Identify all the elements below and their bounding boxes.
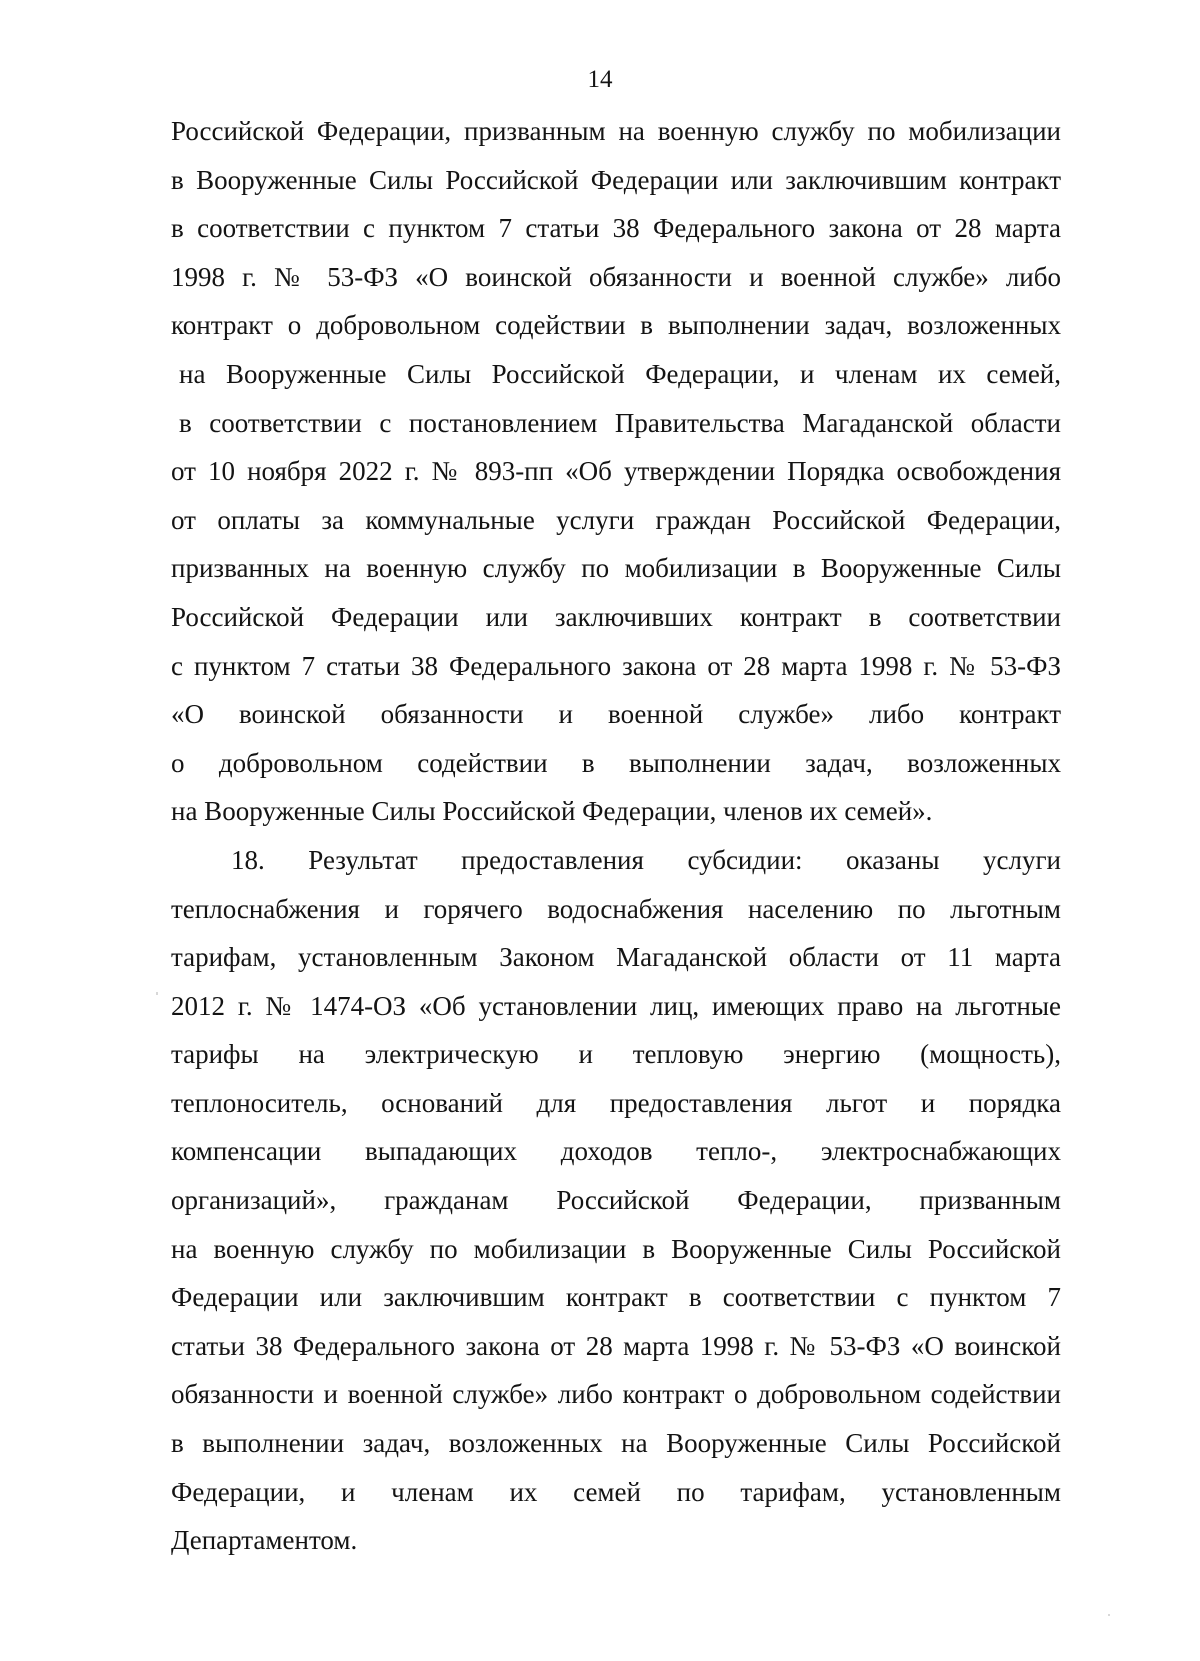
text-line: на военную службу по мобилизации в Вооруженные Силы Российской <box>171 1233 1061 1264</box>
text-line: в соответствии с пунктом 7 статьи 38 Федерального закона от 28 марта <box>171 213 1061 244</box>
scan-speck <box>1108 1614 1110 1616</box>
text-line: компенсации выпадающих доходов тепло-, электроснабжающих <box>171 1136 1061 1167</box>
text-line: теплоснабжения и горячего водоснабжения населению по льготным <box>171 893 1061 924</box>
text-line: на Вооруженные Силы Российской Федерации, и членам их семей, <box>179 358 1061 389</box>
text-line: организаций», гражданам Российской Федерации, призванным <box>171 1185 1061 1216</box>
text-line: теплоноситель, оснований для предоставления льгот и порядка <box>171 1087 1061 1118</box>
text-line: Департаментом. <box>171 1525 358 1556</box>
text-line: контракт о добровольном содействии в выполнении задач, возложенных <box>171 310 1061 341</box>
text-line: Российской Федерации или заключивших контракт в соответствии <box>171 601 1061 632</box>
text-line: Федерации или заключившим контракт в соответствии с пунктом 7 <box>171 1282 1061 1313</box>
document-body <box>171 107 1061 1565</box>
text-line: в соответствии с постановлением Правительства Магаданской области <box>179 407 1061 438</box>
text-line: «О воинской обязанности и военной службе» либо контракт <box>171 699 1061 730</box>
text-line: 1998 г. № 53-ФЗ «О воинской обязанности и военной службе» либо <box>171 261 1061 292</box>
text-line: Российской Федерации, призванным на военную службу по мобилизации <box>171 116 1061 146</box>
text-line: от 10 ноября 2022 г. № 893-пп «Об утверждении Порядка освобождения <box>171 456 1061 487</box>
page-number: 14 <box>587 66 613 93</box>
text-line: статьи 38 Федерального закона от 28 марта 1998 г. № 53-ФЗ «О воинской <box>171 1330 1061 1361</box>
text-line: на Вооруженные Силы Российской Федерации, членов их семей». <box>171 796 933 827</box>
text-line: тарифам, установленным Законом Магаданской области от 11 марта <box>171 942 1061 973</box>
text-line: с пунктом 7 статьи 38 Федерального закона от 28 марта 1998 г. № 53-ФЗ <box>171 650 1061 681</box>
text-line: 2012 г. № 1474-ОЗ «Об установлении лиц, имеющих право на льготные <box>171 990 1061 1021</box>
paragraph-18-start: 18. Результат предоставления субсидии: оказаны услуги <box>231 844 1061 875</box>
text-line: призванных на военную службу по мобилизации в Вооруженные Силы <box>171 553 1061 584</box>
text-line: в Вооруженные Силы Российской Федерации или заключившим контракт <box>171 164 1061 195</box>
text-line: в выполнении задач, возложенных на Вооруженные Силы Российской <box>171 1428 1061 1459</box>
text-line: от оплаты за коммунальные услуги граждан Российской Федерации, <box>171 504 1061 535</box>
text-line: тарифы на электрическую и тепловую энергию (мощность), <box>171 1039 1061 1070</box>
scan-speck <box>156 992 158 995</box>
text-line: Федерации, и членам их семей по тарифам, установленным <box>171 1476 1061 1507</box>
text-line: обязанности и военной службе» либо контракт о добровольном содействии <box>171 1379 1061 1410</box>
text-line: о добровольном содействии в выполнении задач, возложенных <box>171 747 1061 778</box>
